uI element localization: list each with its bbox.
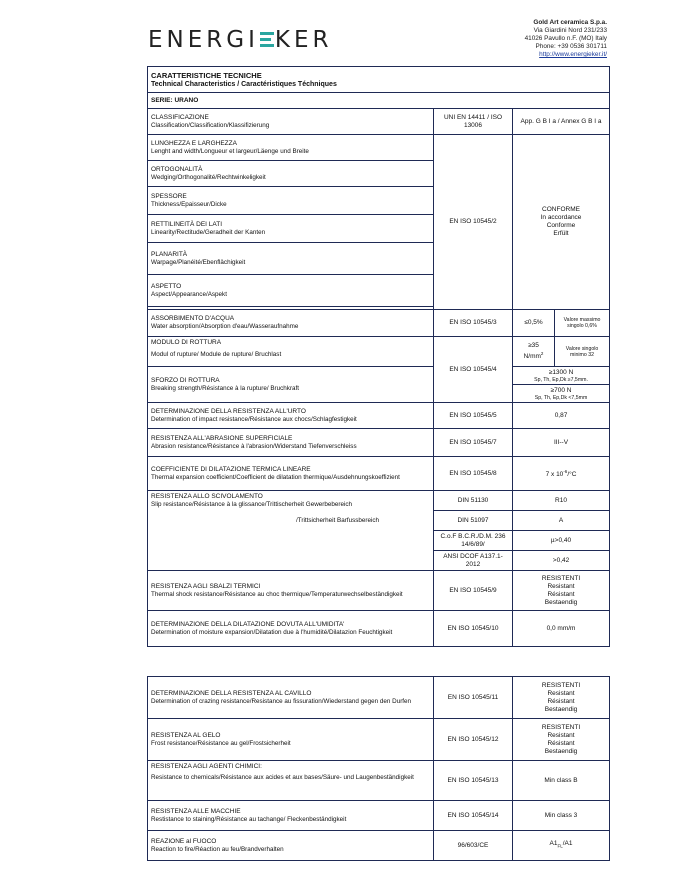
norm-cell: C.o.F B.C.R./D.M. 236 14/6/89/ <box>434 531 513 551</box>
table-row <box>148 491 610 511</box>
value-cell: µ>0,40 <box>513 531 610 551</box>
value-cell: Min class 3 <box>513 801 610 831</box>
value-cell: ≥35 $N/mm^2$ <box>513 337 555 367</box>
row-label: LUNGHEZZA E LARGHEZZA <box>151 139 237 147</box>
company-address <box>525 19 607 59</box>
norm-cell: EN ISO 10545/3 <box>434 310 513 337</box>
series-row <box>148 93 610 109</box>
row-sublabel: Lenght and width/Longueur et largeur/Läenge und Breite <box>151 147 309 155</box>
row-sublabel: Slip resistance/Résistance à la glissance/Trittischerheit Gewerbebereich <box>151 501 353 508</box>
row-sublabel-barefoot: /Trittsicherheit Barfussbereich <box>296 517 380 524</box>
row-label: ASSORBIMENTO D'ACQUA <box>151 315 235 322</box>
value-line: RESISTENTI <box>541 723 581 731</box>
row-sublabel: Wedging/Orthogonalité/Rechtwinkeligkeit <box>151 173 266 181</box>
norm-cell: EN ISO 10545/9 <box>434 571 513 611</box>
table-row <box>148 367 610 385</box>
brand-logo: ENERGI KER <box>148 27 333 53</box>
table-row <box>148 761 610 801</box>
norm-cell: EN ISO 10545/14 <box>434 801 513 831</box>
value-cell <box>513 385 610 403</box>
value-line: Résistant <box>547 739 575 747</box>
row-label: SFORZO DI ROTTURA <box>151 376 220 384</box>
modulo-value: ≥35 <box>528 342 539 349</box>
norm-cell: EN ISO 10545/13 <box>434 761 513 801</box>
table-row <box>148 571 610 611</box>
company-phone: Phone: +39 0536 301711 <box>535 43 607 50</box>
table-subtitle: Technical Characteristics / Caractéristiques Téchniques <box>151 80 337 88</box>
value-cell <box>513 719 610 761</box>
row-label: DETERMINAZIONE DELLA DILATAZIONE DOVUTA ALL'UMIDITA' <box>151 620 345 628</box>
norm-cell: ANSI DCOF A137.1-2012 <box>434 551 513 571</box>
value-cell: 0,87 <box>513 403 610 429</box>
value-cell: R10 <box>513 491 610 511</box>
fire-class-tail: /A1 <box>562 840 573 848</box>
value-cell: ≤0,5% <box>513 310 555 337</box>
value-cell: III--V <box>513 429 610 457</box>
value-cell <box>513 571 610 611</box>
value-line: Bestaendig <box>544 705 578 713</box>
company-city: 41026 Pavullo n.F. (MO) Italy <box>524 35 607 42</box>
row-sublabel: Thermal expansion coefficient/Coefficient de dilatation thermique/Ausdehnungskoeffizient <box>151 473 400 481</box>
norm-cell: EN ISO 10545/12 <box>434 719 513 761</box>
row-sublabel: Water absorption/Absorption d'eau/Wasseraufnahme <box>151 323 299 330</box>
row-sublabel: Restistance to staining/Résistance au tachange/ Fleckenbeständigkeit <box>151 815 347 823</box>
value-line: Resistant <box>547 689 575 697</box>
table-row <box>148 719 610 761</box>
logo-e-mark-icon <box>260 31 274 48</box>
expansion-exponent: -6 <box>563 469 568 474</box>
row-label: DETERMINAZIONE DELLA RESISTENZA AL CAVILLO <box>151 689 312 697</box>
table-row <box>148 831 610 861</box>
table-title-cell <box>148 67 610 93</box>
row-label: SPESSORE <box>151 192 187 200</box>
value-cell: Min class B <box>513 761 610 801</box>
value-line: In accordance <box>540 214 582 221</box>
norm-cell: DIN 51130 <box>434 491 513 511</box>
row-label: RETTILINEITÀ DEI LATI <box>151 220 223 228</box>
sforzo-value: ≥1300 N <box>548 368 574 376</box>
row-label: COEFFICIENTE DI DILATAZIONE TERMICA LINEARE <box>151 465 311 473</box>
row-label: ASPETTO <box>151 282 182 290</box>
table-row <box>148 310 610 337</box>
row-label: RESISTENZA ALLE MACCHIE <box>151 807 241 815</box>
table-row <box>148 429 610 457</box>
note-cell: Valore singolo minimo 32 <box>555 337 610 367</box>
norm-cell: EN ISO 10545/5 <box>434 403 513 429</box>
norm-cell: UNI EN 14411 / ISO 13006 <box>434 109 513 135</box>
value-cell: App. G B I a / Annex G B I a <box>513 109 610 135</box>
technical-characteristics-table-2 <box>147 676 610 861</box>
value-cell: 0,0 mm/m <box>513 611 610 647</box>
row-sublabel: Determination of impact resistance/Résistance aux chocs/Schlagfestigkeit <box>151 415 357 423</box>
row-sublabel: Classification/Classification/Klassifizierung <box>151 121 270 129</box>
company-name: Gold Art ceramica S.p.a. <box>533 19 607 26</box>
fire-class: A1 <box>549 840 558 848</box>
row-label: RESISTENZA ALL'ABRASIONE SUPERFICIALE <box>151 434 293 442</box>
row-sublabel: Linearity/Rectitude/Geradheit der Kanten <box>151 228 266 236</box>
value-line: Resistant <box>547 731 575 739</box>
value-line: Résistant <box>547 590 575 598</box>
row-sublabel: Determination of crazing resistance/Resistance au fissuration/Wiederstand gegen den Durfen <box>151 697 412 705</box>
norm-cell: EN ISO 10545/11 <box>434 677 513 719</box>
table-row <box>148 611 610 647</box>
row-sublabel: Abrasion resistance/Résistance à l'abrasion/Widerstand Tiefenverschleiss <box>151 442 357 450</box>
value-line: CONFORME <box>542 206 580 213</box>
row-label: RESISTENZA AGLI SBALZI TERMICI <box>151 582 261 590</box>
table-row <box>148 457 610 491</box>
value-line: Resistant <box>547 582 575 590</box>
norm-cell: 96/603/CE <box>434 831 513 861</box>
row-label: ORTOGONALITÀ <box>151 165 203 173</box>
value-line: RESISTENTI <box>541 681 581 689</box>
row-sublabel: Aspect/Appearance/Aspekt <box>151 290 227 298</box>
norm-cell: DIN 51097 <box>434 511 513 531</box>
table-row <box>148 403 610 429</box>
value-line: Bestaendig <box>544 598 578 606</box>
expansion-value: 7 x 10 <box>545 471 564 478</box>
fire-class-sub: FL <box>557 843 563 849</box>
value-cell: >0,42 <box>513 551 610 571</box>
norm-cell: EN ISO 10545/10 <box>434 611 513 647</box>
value-line: Erfült <box>553 230 569 237</box>
value-line: Bestaendig <box>544 747 578 755</box>
row-label: MODULO DI ROTTURA <box>151 339 222 346</box>
value-cell <box>513 457 610 491</box>
row-label: PLANARITÀ <box>151 250 188 258</box>
note-cell: Valore massimo singolo 0,6% <box>555 310 610 337</box>
table-title: CARATTERISTICHE TECNICHE <box>151 70 262 80</box>
row-label: RESISTENZA AL GELO <box>151 731 221 739</box>
row-label: RESISTENZA ALLO SCIVOLAMENTO <box>151 493 263 500</box>
value-cell <box>513 831 610 861</box>
norm-cell: EN ISO 10545/4 <box>434 337 513 403</box>
row-sublabel: Determination of moisture expansion/Dilatation due à l'humidité/Dilatazion Feuchtigkeit <box>151 628 393 636</box>
value-cell <box>513 677 610 719</box>
row-sublabel: Warpage/Planéité/Ebenflächigkeit <box>151 258 246 266</box>
row-label: REAZIONE al FUOCO <box>151 837 217 845</box>
row-label: CLASSIFICAZIONE <box>151 113 209 121</box>
table-row <box>148 109 610 135</box>
row-sublabel: Frost resistance/Résistance au gel/Frostsicherheit <box>151 739 291 747</box>
company-street: Via Giardini Nord 231/233 <box>533 27 607 34</box>
sforzo-value: ≥700 N <box>550 386 572 394</box>
value-line: RESISTENTI <box>541 574 581 582</box>
row-sublabel: Modul of rupture/ Module de rupture/ Bruchlast <box>151 351 282 358</box>
norm-cell: EN ISO 10545/2 <box>434 135 513 310</box>
company-website-link[interactable]: http://www.energieker.it/ <box>539 51 607 58</box>
sforzo-note: Sp, Th, Ep,Dk <7,5mm <box>534 394 588 401</box>
row-sublabel: Breaking strength/Résistance à la rupture/ Bruchkraft <box>151 384 300 392</box>
row-label: RESISTENZA AGLI AGENTI CHIMICI: <box>151 763 262 770</box>
conformity-value-cell <box>513 135 610 310</box>
series-label: SERIE: URANO <box>151 96 199 104</box>
row-sublabel: Resistance to chemicals/Résistance aux acides et aux bases/Säure- und Laugenbeständigkeit <box>151 774 414 781</box>
technical-characteristics-table <box>147 66 610 647</box>
norm-cell: EN ISO 10545/7 <box>434 429 513 457</box>
value-line: Résistant <box>547 697 575 705</box>
expansion-unit: /°C <box>567 471 577 478</box>
table-row <box>148 337 610 367</box>
sforzo-note: Sp, Th, Ep,Dk ≥7,5mm. <box>534 376 588 383</box>
value-cell: A <box>513 511 610 531</box>
row-sublabel: Thickness/Epaisseur/Dicke <box>151 200 227 208</box>
row-sublabel: Thermal shock resistance/Résistance au choc thermique/Temperaturwechselbeständigkeit <box>151 590 403 598</box>
modulo-unit: N/mm <box>523 353 541 360</box>
table-row <box>148 677 610 719</box>
value-line: Conforme <box>546 222 576 229</box>
norm-cell: EN ISO 10545/8 <box>434 457 513 491</box>
table-row <box>148 801 610 831</box>
table-row <box>148 135 610 161</box>
row-sublabel: Reaction to fire/Réaction au feu/Brandverhalten <box>151 845 284 853</box>
row-label: DETERMINAZIONE DELLA RESISTENZA ALL'URTO <box>151 407 306 415</box>
value-cell <box>513 367 610 385</box>
